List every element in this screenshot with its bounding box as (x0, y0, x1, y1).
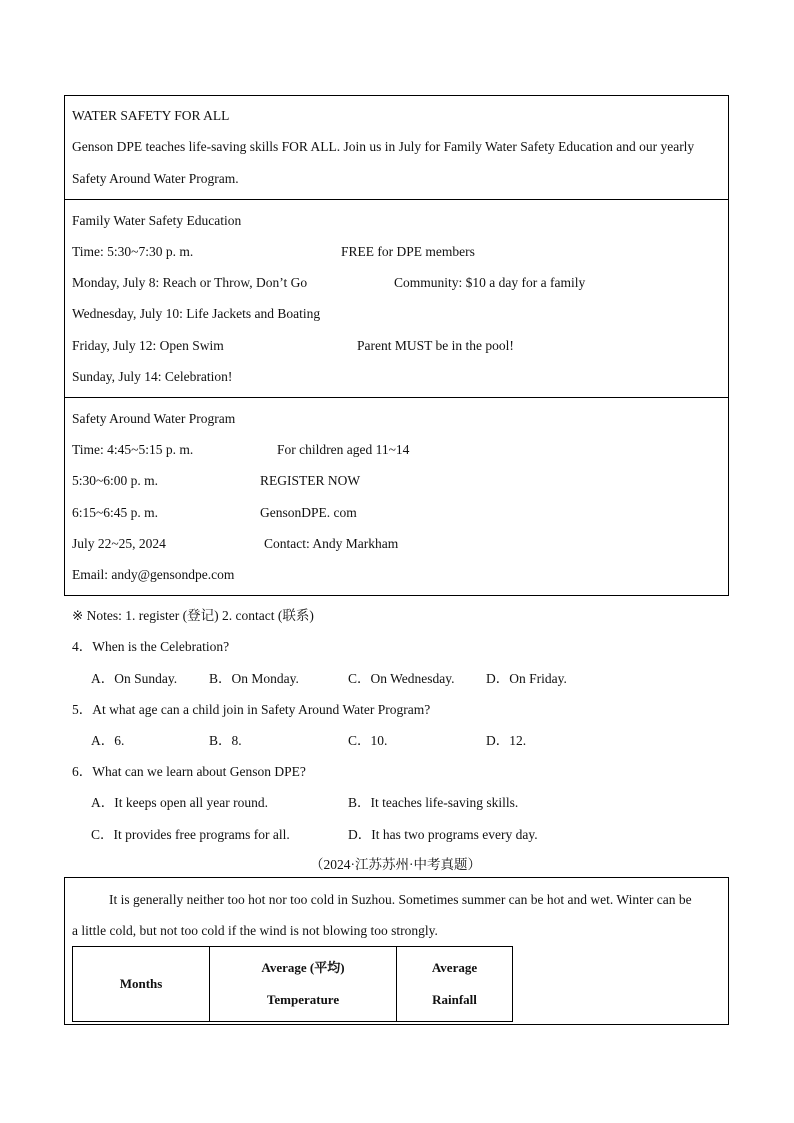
header-temp-line2: Temperature (266, 992, 340, 1007)
answer-option[interactable]: B．On Monday. (209, 671, 299, 686)
passage-box (64, 877, 729, 1025)
passage-line2: a little cold, but not too cold if the wind is not blowing too strongly. (72, 923, 438, 938)
source-label: （2024·江苏苏州·中考真题） (310, 857, 481, 872)
family-fee-members: FREE for DPE members (341, 244, 475, 259)
section-divider (65, 397, 728, 398)
question-stem: 6．What can we learn about Genson DPE? (72, 764, 306, 779)
program-time3: 6:15~6:45 p. m. (72, 505, 159, 520)
passage-line1: It is generally neither too hot nor too cold in Suzhou. Sometimes summer can be hot and wet. Winter can be (109, 892, 692, 907)
header-rain-line1: Average (431, 960, 478, 975)
section-divider (65, 199, 728, 200)
family-monday: Monday, July 8: Reach or Throw, Don’t Go (72, 275, 308, 290)
header-rain-line2: Rainfall (432, 992, 477, 1007)
program-website: GensonDPE. com (260, 505, 357, 520)
question-stem: 4．When is the Celebration? (72, 639, 230, 654)
notice-intro-line1: Genson DPE teaches life-saving skills FOR ALL. Join us in July for Family Water Safety Education and our yearly (72, 139, 695, 154)
family-fee-community: Community: $10 a day for a family (394, 275, 586, 290)
vocab-notes: ※ Notes: 1. register (登记) 2. contact (联系) (72, 608, 314, 623)
notice-intro-line2: Safety Around Water Program. (72, 171, 239, 186)
table-header-row (73, 947, 513, 1022)
notice-title: WATER SAFETY FOR ALL (72, 108, 230, 123)
table-header-cell (210, 947, 397, 1022)
program-heading: Safety Around Water Program (72, 411, 236, 426)
program-dates: July 22~25, 2024 (72, 536, 166, 551)
climate-table (72, 946, 513, 1022)
family-wednesday: Wednesday, July 10: Life Jackets and Boating (72, 306, 321, 321)
answer-option[interactable]: B．It teaches life-saving skills. (348, 795, 519, 810)
table-header-cell (397, 947, 513, 1022)
program-contact: Contact: Andy Markham (264, 536, 399, 551)
header-temp-line1: Average (平均) (261, 960, 345, 975)
family-parent-note: Parent MUST be in the pool! (357, 338, 514, 353)
program-email: Email: andy@gensondpe.com (72, 567, 235, 582)
family-time: Time: 5:30~7:30 p. m. (72, 244, 194, 259)
answer-option[interactable]: D．It has two programs every day. (348, 827, 538, 842)
family-friday: Friday, July 12: Open Swim (72, 338, 224, 353)
answer-option[interactable]: A．6. (91, 733, 125, 748)
table-header-cell (73, 947, 210, 1022)
header-months: Months (119, 976, 163, 991)
answer-option[interactable]: D．On Friday. (486, 671, 567, 686)
program-time1: Time: 4:45~5:15 p. m. (72, 442, 194, 457)
program-ages: For children aged 11~14 (277, 442, 410, 457)
program-register: REGISTER NOW (260, 473, 361, 488)
answer-option[interactable]: C．It provides free programs for all. (91, 827, 290, 842)
answer-option[interactable]: A．On Sunday. (91, 671, 178, 686)
answer-option[interactable]: B．8. (209, 733, 242, 748)
answer-option[interactable]: C．On Wednesday. (348, 671, 455, 686)
answer-option[interactable]: D．12. (486, 733, 527, 748)
question-stem: 5．At what age can a child join in Safety Around Water Program? (72, 702, 431, 717)
answer-option[interactable]: C．10. (348, 733, 388, 748)
answer-option[interactable]: A．It keeps open all year round. (91, 795, 268, 810)
family-heading: Family Water Safety Education (72, 213, 242, 228)
program-time2: 5:30~6:00 p. m. (72, 473, 159, 488)
family-sunday: Sunday, July 14: Celebration! (72, 369, 233, 384)
